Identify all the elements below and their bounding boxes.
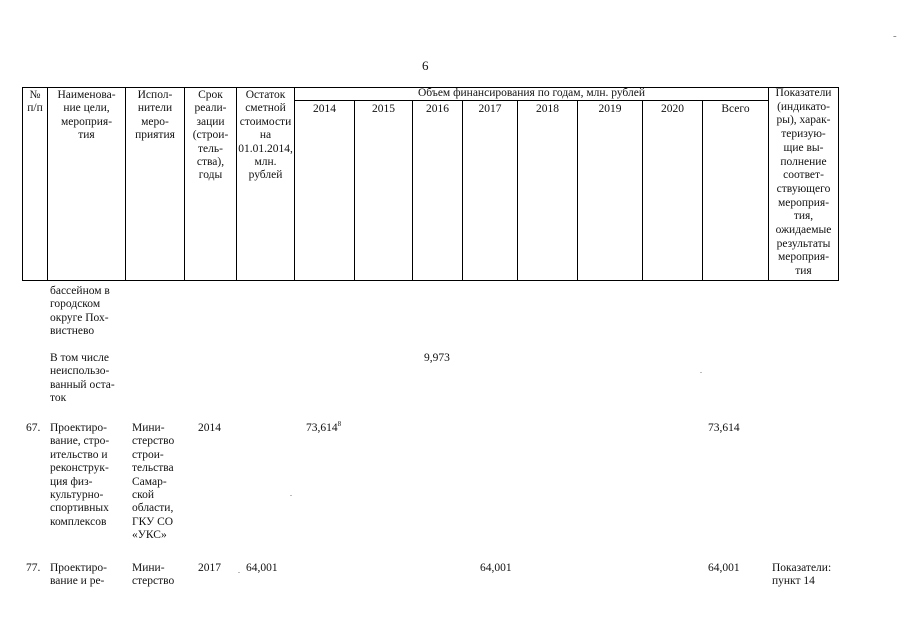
header-balance-line: Остаток — [245, 89, 286, 101]
row77-name — [50, 562, 107, 589]
header-rule-v8 — [462, 100, 463, 281]
row77-indicators — [772, 562, 831, 589]
subrow-name-line: неиспользо- — [50, 365, 110, 378]
header-term-line: тель- — [198, 142, 223, 155]
header-term-line: Срок — [198, 89, 223, 101]
continuation-name — [50, 285, 110, 339]
header-indicators-line: щие вы- — [783, 141, 824, 154]
row77-executor — [132, 562, 174, 589]
row67-name-line: Проектиро- — [50, 422, 107, 434]
continuation-line: вистнево — [50, 325, 95, 338]
row67-executor-line: Мини- — [132, 422, 165, 434]
header-rule-bottom — [22, 280, 839, 281]
row77-indicators-line: Показатели: — [772, 562, 832, 574]
header-year-total: Всего — [721, 103, 750, 115]
continuation-line: округе Пох- — [50, 311, 109, 324]
header-rule-v10 — [577, 100, 578, 281]
row67-executor-line: строи- — [132, 448, 164, 461]
header-rule-v14 — [838, 87, 839, 281]
header-term-line: (строи- — [192, 129, 229, 142]
header-rule-v7 — [412, 100, 413, 281]
header-executor-line: Испол- — [137, 89, 173, 101]
header-name-line: мероприя- — [60, 115, 113, 128]
row67-executor-line: ГКУ СО — [132, 515, 174, 528]
row67-name-line: вание, стро- — [50, 435, 110, 448]
row67-executor-line: «УКС» — [132, 529, 167, 542]
header-rule-v6 — [354, 100, 355, 281]
header-balance-line: млн. — [254, 156, 277, 169]
scan-speck — [700, 372, 702, 373]
row67-number: 67. — [26, 422, 41, 434]
row77-2017-value: 64,001 — [480, 562, 512, 574]
header-year-2017: 2017 — [478, 103, 502, 115]
header-balance-line: 01.01.2014, — [238, 142, 293, 155]
header-indicators-line: (индикато- — [777, 100, 830, 113]
header-indicators-line: Показатели — [775, 87, 832, 99]
header-year-2014: 2014 — [313, 103, 336, 115]
header-number-line: п/п — [27, 102, 43, 115]
header-table — [22, 87, 839, 281]
corner-mark: - — [893, 30, 897, 42]
row67-term: 2014 — [198, 422, 221, 434]
header-indicators-line: ствующего — [776, 182, 831, 195]
header-term-line: реали- — [194, 102, 227, 115]
header-indicators-line: тия, — [793, 210, 814, 223]
scan-speck — [238, 572, 240, 573]
header-executor-line: нители — [137, 102, 173, 115]
row77-name-line: Проектиро- — [50, 562, 107, 574]
header-year-2020: 2020 — [661, 103, 684, 115]
header-indicators-line: результаты — [776, 237, 831, 250]
row67-total: 73,614 — [708, 422, 740, 434]
header-indicators-line: ожидаемые — [775, 224, 832, 237]
header-balance-line: стоимости — [239, 115, 292, 128]
header-term — [185, 89, 236, 183]
scan-speck — [290, 495, 292, 496]
header-indicators-line: мероприя- — [777, 251, 830, 264]
header-term-line: ства), — [196, 156, 225, 169]
row67-name-line: комплексов — [50, 515, 107, 528]
subrow-name-line: В том числе — [50, 352, 109, 364]
row77-balance: 64,001 — [246, 562, 278, 574]
row67-executor-line: области, — [132, 502, 174, 515]
continuation-line: бассейном в — [50, 285, 110, 297]
header-number-line: № — [29, 89, 41, 101]
row77-executor-line: Мини- — [132, 562, 165, 574]
header-term-line: зации — [196, 115, 225, 128]
header-rule-v9 — [517, 100, 518, 281]
row67-2014-footnote: 8 — [337, 420, 342, 429]
header-indicators-line: теризую- — [781, 128, 826, 141]
row67-name — [50, 422, 109, 529]
row67-name-line: культурно- — [50, 489, 104, 502]
header-number — [23, 89, 47, 116]
header-indicators-line: ры), харак- — [776, 114, 831, 127]
row67-executor-line: Самар- — [132, 475, 167, 488]
row67-name-line: спортивных — [50, 502, 109, 515]
row67-2014-value — [306, 422, 341, 435]
header-executor — [126, 89, 184, 143]
header-name-line: тия — [78, 129, 95, 142]
header-rule-v11 — [642, 100, 643, 281]
header-balance-line: сметной — [245, 102, 286, 115]
row77-indicators-line: пункт 14 — [772, 575, 815, 588]
header-executor-line: меро- — [141, 115, 169, 128]
header-year-2015: 2015 — [372, 103, 395, 115]
row67-name-line: ция физ- — [50, 475, 93, 488]
row77-executor-line: стерство — [132, 575, 175, 588]
row67-executor-line: стерство — [132, 435, 175, 448]
row77-term: 2017 — [198, 562, 221, 574]
header-indicators-line: полнение — [780, 155, 827, 168]
header-balance-line: рублей — [248, 169, 283, 182]
header-indicators-line: тия — [795, 265, 812, 278]
header-year-2016: 2016 — [426, 103, 449, 115]
header-name-line: Наименова- — [57, 89, 116, 101]
header-rule-v0 — [22, 87, 23, 281]
header-balance — [237, 89, 294, 183]
header-year-2019: 2019 — [598, 103, 622, 115]
header-term-line: годы — [198, 169, 223, 182]
header-rule-v12 — [702, 100, 703, 281]
header-balance-line: на — [259, 129, 272, 142]
page-number: 6 — [422, 58, 429, 73]
header-name-line: ние цели, — [63, 102, 110, 115]
header-executor-line: приятия — [135, 129, 175, 142]
row67-executor — [132, 422, 174, 543]
row67-executor-line: тельства — [132, 462, 174, 475]
subrow-2016-value: 9,973 — [424, 352, 450, 364]
header-year-2018: 2018 — [536, 103, 559, 115]
row67-executor-line: ской — [132, 489, 155, 502]
row77-number: 77. — [26, 562, 41, 574]
header-indicators-line: соответ- — [783, 169, 824, 182]
row77-total: 64,001 — [708, 562, 740, 574]
row77-name-line: вание и ре- — [50, 575, 105, 588]
subrow-name-line: ванный оста- — [50, 378, 115, 391]
subrow-name — [50, 352, 115, 406]
header-indicators — [769, 87, 838, 279]
header-indicators-line: мероприя- — [777, 196, 830, 209]
header-funding-title: Объем финансирования по годам, млн. рублей — [418, 87, 645, 99]
row67-2014-amount: 73,614 — [306, 422, 338, 434]
row67-name-line: ительство и — [50, 448, 108, 461]
continuation-line: городском — [50, 298, 101, 311]
subrow-name-line: ток — [50, 392, 67, 405]
row67-name-line: реконструк- — [50, 462, 109, 475]
header-name — [48, 89, 125, 143]
